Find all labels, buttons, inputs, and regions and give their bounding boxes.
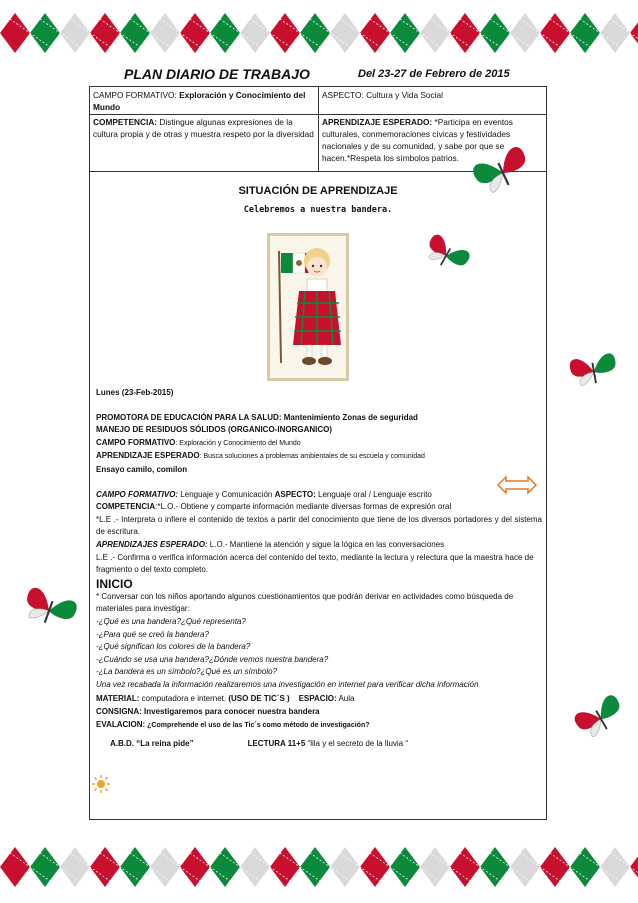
- argyle-diamond: [120, 13, 150, 53]
- situacion-subtitle: Celebremos a nuestra bandera.: [243, 205, 393, 215]
- abd-text: A.B.D. “La reina pide”: [110, 739, 194, 749]
- question-1: -¿Qué es una bandera?¿Qué representa?: [96, 616, 246, 626]
- campo-value: Exploración y Conocimiento del Mundo: [93, 90, 306, 112]
- argyle-diamond: [0, 13, 30, 53]
- date-range: Del 23-27 de Febrero de 2015: [358, 68, 510, 80]
- inicio-intro: * Conversar con los niños aportando algunos cuestionamientos que podrán derivar en actividades como búsqueda de materiales para investigar:: [96, 591, 514, 614]
- le1-text: *L.E .- Interpreta o infiere el contenido de textos a partir del conocimiento que tiene de los diversos portadores y del sistema de escritura.: [96, 514, 542, 537]
- argyle-diamond: [30, 847, 60, 887]
- argyle-diamond: [630, 13, 638, 53]
- argyle-diamond: [600, 13, 630, 53]
- argyle-diamond: [210, 847, 240, 887]
- argyle-diamond: [450, 847, 480, 887]
- sun-icon: [92, 775, 110, 798]
- espacio-label: ESPACIO:: [298, 694, 337, 704]
- argyle-diamond: [540, 847, 570, 887]
- consigna-label: CONSIGNA:: [96, 707, 142, 717]
- argyle-diamond: [240, 847, 270, 887]
- research-note: Una vez recabada la información realizaremos una investigación en internet para verificar dicha información: [96, 679, 479, 689]
- aprend2-label: APRENDIZAJE ESPERADO: [96, 451, 200, 461]
- argyle-border-bottom: [0, 846, 638, 888]
- competencia-value: Distingue algunas expresiones de la cultura propia y de otras y muestra respeto por la diversidad: [93, 117, 314, 139]
- argyle-diamond: [60, 847, 90, 887]
- question-5: -¿La bandera es un símbolo?¿Qué es un símbolo?: [96, 667, 277, 677]
- argyle-diamond: [90, 847, 120, 887]
- argyle-diamond: [150, 847, 180, 887]
- question-2: -¿Para qué se creó la bandera?: [96, 629, 209, 639]
- campo2-value: : Exploración y Conocimiento del Mundo: [175, 439, 301, 447]
- argyle-diamond: [630, 847, 638, 887]
- campo-label: CAMPO FORMATIVO:: [93, 90, 177, 100]
- aprend3-label: APRENDIZAJES ESPERADO:: [96, 539, 208, 549]
- promotora-line: PROMOTORA DE EDUCACIÓN PARA LA SALUD: Mantenimiento Zonas de seguridad: [96, 412, 418, 422]
- lectura-value: “lila y el secreto de la lluvia “: [305, 739, 409, 749]
- inicio-heading: INICIO: [96, 576, 133, 591]
- argyle-diamond: [600, 847, 630, 887]
- aprendizaje-value: *Participa en eventos culturales, conmemoraciones cívicas y festividades nacionales y de su comunidad, y sabe por que se hacen.*Respeta los símbolos patrios.: [322, 117, 513, 163]
- argyle-diamond: [180, 13, 210, 53]
- argyle-diamond: [180, 847, 210, 887]
- butterfly-icon-5: [572, 690, 630, 753]
- comp3-label: COMPETENCIA: [96, 502, 156, 512]
- argyle-diamond: [450, 13, 480, 53]
- argyle-diamond: [330, 13, 360, 53]
- argyle-diamond: [390, 847, 420, 887]
- le2-text: L.E .- Confirma o verifica información acerca del contenido del texto, mediante la lectura y relectura que la maestra hace de fragmento o del texto completo.: [96, 552, 534, 575]
- aprend2-value: : Busca soluciones a problemas ambientales de su escuela y comunidad: [199, 453, 425, 461]
- argyle-diamond: [540, 13, 570, 53]
- argyle-diamond: [360, 13, 390, 53]
- argyle-diamond: [510, 13, 540, 53]
- competencia-cell: [90, 114, 319, 171]
- argyle-diamond: [90, 13, 120, 53]
- competencia-label: COMPETENCIA:: [93, 117, 158, 127]
- argyle-diamond: [480, 847, 510, 887]
- butterfly-icon-3: [566, 342, 622, 407]
- campo-formativo-cell: [90, 87, 319, 114]
- aspecto-value: Cultura y Vida Social: [366, 90, 443, 100]
- butterfly-icon-1: [470, 140, 536, 211]
- situacion-title: SITUACIÓN DE APRENDIZAJE: [238, 185, 398, 197]
- material-value: computadora e internet.: [139, 694, 229, 704]
- aspecto-label: ASPECTO:: [322, 90, 364, 100]
- argyle-diamond: [270, 847, 300, 887]
- argyle-diamond: [0, 847, 30, 887]
- campo2-label: CAMPO FORMATIVO: [96, 437, 176, 447]
- argyle-diamond: [510, 847, 540, 887]
- argyle-diamond: [120, 847, 150, 887]
- page-title: PLAN DIARIO DE TRABAJO: [124, 66, 310, 82]
- argyle-diamond: [570, 847, 600, 887]
- argyle-diamond: [420, 13, 450, 53]
- butterfly-icon-2: [420, 230, 472, 287]
- aprendizaje-label: APRENDIZAJE ESPERADO:: [322, 117, 433, 127]
- lectura-label: LECTURA 11+5: [247, 739, 306, 749]
- double-arrow-icon: [496, 475, 538, 500]
- argyle-diamond: [570, 13, 600, 53]
- argyle-diamond: [420, 847, 450, 887]
- campo3-label: CAMPO FORMATIVO:: [96, 489, 179, 499]
- argyle-border-top: [0, 12, 638, 54]
- argyle-diamond: [330, 847, 360, 887]
- argyle-diamond: [60, 13, 90, 53]
- evalacion-label: EVALACION:: [96, 719, 146, 729]
- uso-tics: (USO DE TIC´S ): [228, 694, 290, 704]
- campo3-value: Lenguaje y Comunicación: [178, 489, 275, 499]
- question-4: -¿Cuándo se usa una bandera?¿Dónde vemos nuestra bandera?: [96, 654, 329, 664]
- body-content: [96, 387, 542, 751]
- argyle-diamond: [150, 13, 180, 53]
- ensayo-line: Ensayo camilo, comilon: [96, 464, 188, 474]
- manejo-line: MANEJO DE RESIDUOS SÓLIDOS (ORGANICO-INORGANICO): [96, 425, 333, 435]
- argyle-diamond: [210, 13, 240, 53]
- argyle-diamond: [300, 13, 330, 53]
- consigna-value: Investigaremos para conocer nuestra bandera: [141, 707, 320, 717]
- argyle-diamond: [390, 13, 420, 53]
- argyle-diamond: [360, 847, 390, 887]
- header-row-1: [90, 87, 546, 115]
- aprend3-value: L.O.- Mantiene la atención y sigue la lógica en las conversaciones: [207, 539, 445, 549]
- argyle-diamond: [480, 13, 510, 53]
- espacio-value: Aula: [336, 694, 355, 704]
- butterfly-icon-4: [18, 580, 80, 647]
- question-3: -¿Qué significan los colores de la bandera?: [96, 642, 251, 652]
- argyle-diamond: [30, 13, 60, 53]
- aspecto3-label: ASPECTO:: [274, 489, 316, 499]
- comp3-value: :*L.O.- Obtiene y comparte información mediante diversas formas de expresión oral: [155, 502, 452, 512]
- argyle-diamond: [270, 13, 300, 53]
- argyle-diamond: [240, 13, 270, 53]
- date-line: Lunes (23-Feb-2015): [96, 388, 174, 397]
- aspecto3-value: Lenguaje oral / Lenguaje escrito: [315, 489, 432, 499]
- argyle-diamond: [300, 847, 330, 887]
- evalacion-value: ¿Comprehende el uso de las Tic´s como método de investigación?: [145, 721, 370, 729]
- material-label: MATERIAL:: [96, 694, 140, 704]
- girl-flag-illustration: [267, 233, 349, 381]
- aspecto-cell: [319, 87, 546, 114]
